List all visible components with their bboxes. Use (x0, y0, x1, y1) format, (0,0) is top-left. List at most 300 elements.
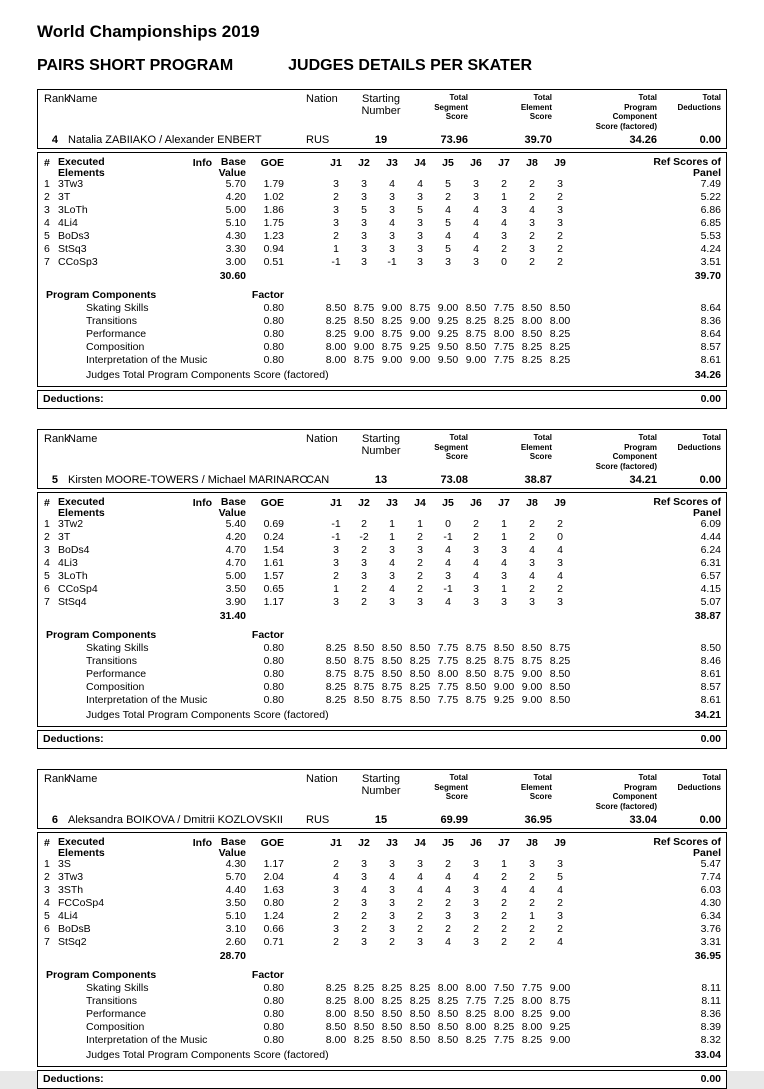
element-row (38, 583, 725, 596)
component-ref-score: 8.64 (700, 328, 721, 340)
component-factor: 0.80 (263, 982, 284, 994)
component-judge-score: 9.00 (521, 694, 543, 706)
rank-label: Rank (44, 773, 70, 785)
judge-score: 3 (557, 596, 563, 608)
nation-value: CAN (306, 474, 330, 486)
spacer-cell (286, 1021, 322, 1034)
element-info (182, 596, 214, 609)
judge-score: -1 (331, 518, 341, 530)
judge-score: 2 (417, 570, 423, 582)
component-judge-score: 8.25 (493, 1021, 515, 1033)
judge-score: 2 (361, 596, 367, 608)
component-judge-score: 8.75 (353, 354, 375, 366)
element-goe: 1.86 (263, 204, 284, 216)
total-deductions-label: Total Deductions (677, 773, 721, 792)
element-info (182, 518, 214, 531)
element-name: StSq3 (58, 243, 87, 255)
element-row (38, 191, 725, 204)
judge-score: 3 (361, 936, 367, 948)
element-info (182, 583, 214, 596)
spacer-cell (286, 518, 322, 531)
total-segment-score-label: Total Segment Score (434, 93, 468, 121)
component-judge-score: 8.50 (325, 655, 347, 667)
component-judge-score: 8.50 (353, 1021, 375, 1033)
element-row (38, 923, 725, 936)
element-info (182, 570, 214, 583)
judge-7-header: J7 (498, 157, 510, 169)
component-judge-score: 8.25 (409, 655, 431, 667)
element-base-value: 3.50 (225, 897, 246, 909)
element-ref-score: 6.85 (700, 217, 721, 229)
judge-score: 2 (333, 230, 339, 242)
component-row (38, 995, 725, 1008)
element-info (182, 897, 214, 910)
element-number: 6 (44, 583, 50, 595)
element-base-value: 5.00 (225, 570, 246, 582)
program-components-header: Program Components (46, 969, 157, 981)
element-base-value: 3.90 (225, 596, 246, 608)
component-judge-score: 8.50 (381, 1008, 403, 1020)
judge-1-header: J1 (330, 157, 342, 169)
component-judge-score: 8.50 (549, 681, 571, 693)
component-judge-score: 8.75 (521, 655, 543, 667)
judge-score: 3 (417, 191, 423, 203)
component-judge-score: 8.00 (437, 982, 459, 994)
element-row (38, 871, 725, 884)
component-judge-score: 8.25 (465, 315, 487, 327)
component-judge-score: 8.25 (325, 995, 347, 1007)
nation-value: RUS (306, 814, 330, 826)
component-judge-score: 8.75 (549, 995, 571, 1007)
judge-score: 2 (417, 897, 423, 909)
factor-header: Factor (251, 289, 284, 301)
components-body (38, 302, 725, 367)
element-number: 7 (44, 256, 50, 268)
component-row (38, 328, 725, 341)
element-goe: 1.54 (263, 544, 284, 556)
spacer-cell (286, 596, 322, 609)
component-judge-score: 8.75 (549, 642, 571, 654)
spacer-cell (286, 328, 322, 341)
component-judge-score: 8.75 (381, 341, 403, 353)
base-value-total: 28.70 (219, 949, 246, 962)
component-factor: 0.80 (263, 1008, 284, 1020)
component-factor: 0.80 (263, 642, 284, 654)
component-ref-score: 8.11 (701, 982, 721, 994)
element-goe: 1.02 (263, 191, 284, 203)
element-name: 3STh (58, 884, 84, 896)
components-total-row (38, 707, 725, 722)
program-components-header-row (38, 288, 725, 302)
starting-number-label: Starting Number (361, 773, 401, 797)
component-judge-score: 8.50 (325, 1021, 347, 1033)
component-judge-score: 8.50 (437, 1008, 459, 1020)
judge-score: 3 (473, 191, 479, 203)
judge-score: 3 (473, 596, 479, 608)
element-row (38, 256, 725, 269)
judge-score: 2 (361, 544, 367, 556)
component-factor: 0.80 (263, 328, 284, 340)
spacer-cell (286, 341, 322, 354)
judge-score: 3 (361, 178, 367, 190)
component-judge-score: 8.75 (381, 681, 403, 693)
judge-score: 4 (473, 230, 479, 242)
component-judge-score: 8.25 (521, 1008, 543, 1020)
component-judge-score: 8.50 (409, 668, 431, 680)
element-ref-score: 5.07 (700, 596, 721, 608)
skater-summary-table (38, 770, 725, 828)
component-judge-score: 8.50 (409, 694, 431, 706)
element-row (38, 910, 725, 923)
element-name: 3Tw3 (58, 871, 84, 883)
judge-score: 2 (529, 178, 535, 190)
info-header: Info (192, 157, 212, 169)
program-components-header-row (38, 968, 725, 982)
component-judge-score: 8.25 (409, 982, 431, 994)
component-judge-score: 8.50 (437, 1034, 459, 1046)
nation-label: Nation (306, 433, 338, 445)
judge-score: 3 (557, 204, 563, 216)
component-factor: 0.80 (263, 995, 284, 1007)
component-row (38, 982, 725, 995)
spacer-cell (286, 1008, 322, 1021)
component-judge-score: 8.25 (493, 315, 515, 327)
total-segment-score-label: Total Segment Score (434, 433, 468, 461)
element-row (38, 596, 725, 609)
element-row (38, 217, 725, 230)
judge-score: 2 (361, 923, 367, 935)
judge-4-header: J4 (414, 497, 426, 509)
judge-8-header: J8 (526, 837, 538, 849)
component-judge-score: 8.75 (353, 302, 375, 314)
judge-score: 1 (501, 518, 507, 530)
component-name: Performance (86, 1008, 147, 1020)
deductions-header-value: 0.00 (699, 474, 721, 486)
spacer-cell (286, 354, 322, 367)
base-value-total: 30.60 (219, 269, 246, 282)
component-judge-score: 8.50 (549, 302, 571, 314)
judge-score: 2 (417, 531, 423, 543)
component-ref-score: 8.11 (701, 995, 721, 1007)
element-name: FCCoSp4 (58, 897, 105, 909)
component-judge-score: 8.75 (493, 668, 515, 680)
element-ref-score: 3.76 (700, 923, 721, 935)
judge-score: 3 (417, 256, 423, 268)
element-base-value: 4.30 (225, 230, 246, 242)
total-element-score-label: Total Element Score (520, 773, 552, 801)
judge-score: 2 (557, 243, 563, 255)
component-factor: 0.80 (263, 681, 284, 693)
element-ref-score: 3.51 (700, 256, 721, 268)
judge-score: 2 (557, 923, 563, 935)
element-row (38, 531, 725, 544)
skater-summary-box (37, 429, 727, 489)
judge-score: 2 (557, 518, 563, 530)
goe-header: GOE (260, 497, 284, 509)
judge-score: 3 (389, 230, 395, 242)
element-ref-score: 6.09 (700, 518, 721, 530)
component-judge-score: 8.25 (325, 982, 347, 994)
judge-score: 3 (473, 858, 479, 870)
nation-label: Nation (306, 93, 338, 105)
judge-score: 3 (361, 256, 367, 268)
component-judge-score: 8.00 (325, 354, 347, 366)
judge-score: 2 (361, 910, 367, 922)
judge-score: 3 (389, 204, 395, 216)
judge-score: 2 (501, 243, 507, 255)
component-judge-score: 8.50 (381, 1021, 403, 1033)
component-judge-score: 8.25 (437, 995, 459, 1007)
element-goe: 0.69 (263, 518, 284, 530)
judge-score: 4 (389, 178, 395, 190)
judge-score: -1 (331, 256, 341, 268)
judge-score: 3 (501, 204, 507, 216)
element-row (38, 858, 725, 871)
judge-score: 3 (389, 191, 395, 203)
judge-score: 3 (361, 557, 367, 569)
judge-score: 3 (417, 217, 423, 229)
judge-score: 2 (417, 923, 423, 935)
judge-score: 2 (417, 583, 423, 595)
component-row (38, 302, 725, 315)
skater-name: Natalia ZABIIAKO / Alexander ENBERT (68, 134, 262, 146)
judge-score: 4 (361, 884, 367, 896)
judge-score: 5 (445, 217, 451, 229)
component-name: Interpretation of the Music (86, 354, 208, 366)
element-goe: 0.66 (263, 923, 284, 935)
judge-score: -2 (359, 531, 369, 543)
element-goe: 0.80 (263, 897, 284, 909)
judge-3-header: J3 (386, 497, 398, 509)
element-info (182, 230, 214, 243)
component-judge-score: 9.00 (521, 681, 543, 693)
judge-score: 4 (501, 217, 507, 229)
component-judge-score: 8.50 (353, 694, 375, 706)
program-component-score-value: 33.04 (629, 814, 657, 826)
judge-score: 2 (557, 191, 563, 203)
deductions-total-value: 0.00 (700, 733, 721, 745)
judge-score: 2 (501, 936, 507, 948)
component-judge-score: 9.25 (549, 1021, 571, 1033)
element-row (38, 518, 725, 531)
element-ref-score: 4.24 (700, 243, 721, 255)
judge-score: 4 (501, 557, 507, 569)
judge-score: 5 (361, 204, 367, 216)
component-judge-score: 8.25 (353, 982, 375, 994)
element-number: 6 (44, 243, 50, 255)
component-judge-score: 8.50 (353, 315, 375, 327)
judge-score: 2 (473, 531, 479, 543)
element-number: 5 (44, 230, 50, 242)
components-body (38, 982, 725, 1047)
program-components-table (38, 288, 725, 382)
skater-summary-box (37, 89, 727, 149)
judge-5-header: J5 (442, 497, 454, 509)
executed-elements-table (38, 495, 725, 623)
component-judge-score: 7.75 (521, 982, 543, 994)
component-judge-score: 9.25 (437, 315, 459, 327)
starting-number-value: 13 (374, 474, 388, 486)
judge-score: 3 (361, 230, 367, 242)
judge-score: 3 (333, 544, 339, 556)
base-value-header: Base Value (218, 496, 246, 519)
element-number: 4 (44, 897, 50, 909)
judge-score: 4 (389, 557, 395, 569)
component-judge-score: 7.50 (493, 982, 515, 994)
spacer-cell (286, 936, 322, 949)
judge-3-header: J3 (386, 837, 398, 849)
element-number: 4 (44, 557, 50, 569)
element-number: 1 (44, 518, 50, 530)
judge-score: 1 (501, 583, 507, 595)
component-judge-score: 8.75 (353, 668, 375, 680)
element-info (182, 923, 214, 936)
judge-score: 4 (389, 217, 395, 229)
element-name: CCoSp4 (58, 583, 98, 595)
component-name: Composition (86, 341, 145, 353)
judge-score: 2 (529, 518, 535, 530)
component-judge-score: 8.25 (549, 328, 571, 340)
component-factor: 0.80 (263, 302, 284, 314)
judge-score: 3 (473, 884, 479, 896)
element-ref-score: 6.03 (700, 884, 721, 896)
sheet-subtitle (37, 57, 727, 75)
component-judge-score: 8.50 (409, 642, 431, 654)
judge-score: 4 (445, 204, 451, 216)
component-judge-score: 8.50 (521, 642, 543, 654)
component-judge-score: 8.50 (465, 341, 487, 353)
total-program-component-score-label: Total Program Component Score (factored) (595, 93, 657, 131)
component-judge-score: 8.25 (325, 694, 347, 706)
component-judge-score: 8.75 (381, 694, 403, 706)
ref-scores-header: Ref Scores of Panel (653, 496, 721, 519)
spacer-cell (286, 681, 322, 694)
judge-6-header: J6 (470, 837, 482, 849)
components-total-label: Judges Total Program Components Score (factored) (86, 709, 329, 721)
rank-value: 6 (51, 814, 58, 826)
component-name: Skating Skills (86, 302, 149, 314)
judge-score: 4 (473, 557, 479, 569)
skater-summary-box (37, 769, 727, 829)
program-components-header-row (38, 628, 725, 642)
component-judge-score: 8.25 (325, 328, 347, 340)
judge-score: 4 (445, 596, 451, 608)
component-row (38, 681, 725, 694)
component-judge-score: 8.75 (409, 302, 431, 314)
element-ref-score: 4.44 (700, 531, 721, 543)
element-info (182, 544, 214, 557)
deductions-box (37, 1070, 727, 1089)
component-judge-score: 8.50 (409, 1021, 431, 1033)
component-judge-score: 8.25 (521, 1034, 543, 1046)
component-name: Transitions (86, 655, 137, 667)
component-ref-score: 8.36 (700, 1008, 721, 1020)
component-judge-score: 8.00 (521, 315, 543, 327)
element-name: 3LoTh (58, 570, 88, 582)
judge-score: 2 (445, 191, 451, 203)
element-name: BoDs3 (58, 230, 90, 242)
info-header: Info (192, 837, 212, 849)
component-judge-score: 8.50 (409, 1008, 431, 1020)
judge-score: 4 (445, 544, 451, 556)
component-judge-score: 8.75 (353, 681, 375, 693)
judge-score: 3 (557, 910, 563, 922)
spacer-cell (286, 858, 322, 871)
report-title: JUDGES DETAILS PER SKATER (288, 57, 533, 74)
element-score-value: 36.95 (524, 814, 552, 826)
component-judge-score: 9.00 (465, 354, 487, 366)
judge-8-header: J8 (526, 157, 538, 169)
element-goe: 1.17 (263, 596, 284, 608)
element-number: 3 (44, 544, 50, 556)
judge-score: 4 (473, 204, 479, 216)
element-row (38, 570, 725, 583)
judge-score: -1 (443, 583, 453, 595)
element-name: StSq2 (58, 936, 87, 948)
judge-score: 3 (501, 544, 507, 556)
judge-score: 3 (473, 936, 479, 948)
element-info (182, 884, 214, 897)
element-row (38, 936, 725, 949)
skater-name: Kirsten MOORE-TOWERS / Michael MARINARO (68, 474, 308, 486)
component-factor: 0.80 (263, 668, 284, 680)
component-judge-score: 7.75 (465, 995, 487, 1007)
element-info (182, 243, 214, 256)
element-base-value: 4.40 (225, 884, 246, 896)
component-name: Transitions (86, 995, 137, 1007)
component-name: Skating Skills (86, 982, 149, 994)
element-number: 2 (44, 871, 50, 883)
component-judge-score: 8.25 (465, 655, 487, 667)
component-judge-score: 8.25 (325, 681, 347, 693)
skater-block (37, 429, 727, 749)
skater-summary-table (38, 90, 725, 148)
component-ref-score: 8.32 (700, 1034, 721, 1046)
component-factor: 0.80 (263, 354, 284, 366)
judge-score: 2 (501, 871, 507, 883)
judge-9-header: J9 (554, 157, 566, 169)
judge-score: 3 (473, 544, 479, 556)
judge-score: 4 (333, 871, 339, 883)
spacer-cell (286, 668, 322, 681)
program-component-score-value: 34.21 (629, 474, 657, 486)
element-score-value: 39.70 (524, 134, 552, 146)
total-segment-score-label: Total Segment Score (434, 773, 468, 801)
element-goe: 0.65 (263, 583, 284, 595)
judge-5-header: J5 (442, 837, 454, 849)
element-row (38, 897, 725, 910)
judge-score: -1 (443, 531, 453, 543)
number-column-header: # (44, 837, 50, 849)
judge-score: 2 (501, 923, 507, 935)
component-judge-score: 8.75 (493, 655, 515, 667)
judge-score: 4 (445, 871, 451, 883)
element-goe: 1.63 (263, 884, 284, 896)
element-score-total: 38.87 (694, 609, 721, 622)
component-judge-score: 9.50 (437, 354, 459, 366)
judge-score: 3 (389, 897, 395, 909)
judge-score: 4 (557, 936, 563, 948)
elements-body (38, 178, 725, 269)
component-judge-score: 7.75 (437, 694, 459, 706)
judge-score: 3 (417, 243, 423, 255)
judge-score: 3 (473, 897, 479, 909)
element-number: 6 (44, 923, 50, 935)
judge-score: 5 (417, 204, 423, 216)
component-judge-score: 8.25 (465, 1008, 487, 1020)
component-judge-score: 8.25 (549, 354, 571, 366)
element-name: StSq4 (58, 596, 87, 608)
